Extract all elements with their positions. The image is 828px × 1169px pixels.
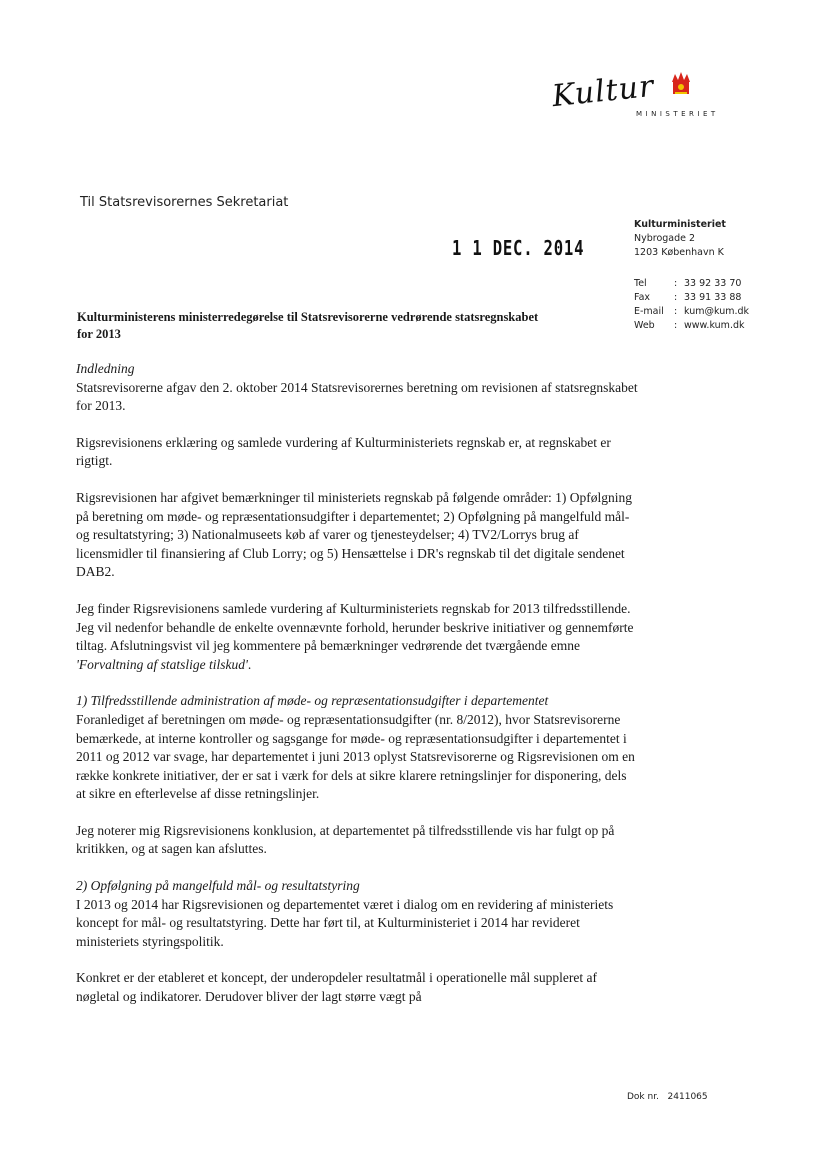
sender-org: Kulturministeriet xyxy=(634,219,726,230)
doc-number-value: 2411065 xyxy=(667,1092,708,1102)
contact-row-tel: Tel : 33 92 33 70 xyxy=(634,278,742,289)
sender-street: Nybrogade 2 xyxy=(634,233,696,244)
paragraph: Foranlediget af beretningen om møde- og repræsentationsudgifter (nr. 8/2012), hvor Statsrevisorerne bemærkede, at interne kontroller og sagsgange for møde- og repræsentationsudgifter i departementet i 2011 og 2012 var svage, har departementet i juni 2013 oplyst Statsrevisorerne og Rigsrevisionen om en række konkrete initiativer, der er sat i værk for dels at sikre klarere retningslinjer for disponering, dels at sikre en efterlevelse af disse retningslinjer. xyxy=(76,711,635,802)
paragraph: Rigsrevisionens erklæring og samlede vurdering af Kulturministeriets regnskab er, at regnskabet er rigtigt. xyxy=(76,434,611,469)
emphasis-text: 'Forvaltning af statslige tilskud' xyxy=(76,656,248,672)
paragraph: Konkret er der etableret et koncept, der underopdeler resultatmål i operationelle mål suppleret af nøgletal og indikatorer. Derudover bliver der lagt større vægt på xyxy=(76,970,598,1005)
subject-line: Kulturministerens ministerredegørelse til Statsrevisorerne vedrørende statsregnskabet for 2013 xyxy=(77,310,539,341)
logo-subtitle: MINISTERIET xyxy=(636,110,719,118)
paragraph: Jeg noterer mig Rigsrevisionens konklusion, at departementet på tilfredsstillende vis har fulgt op på kritikken, og at sagen kan afsluttes. xyxy=(76,822,615,857)
section-heading: Indledning xyxy=(76,361,135,376)
paragraph: Statsrevisorerne afgav den 2. oktober 2014 Statsrevisorernes beretning om revisionen af statsregnskabet for 2013. xyxy=(76,379,638,414)
paragraph: I 2013 og 2014 har Rigsrevisionen og departementet været i dialog om en revidering af ministeriets koncept for mål- og resultatstyring. Dette har ført til, at Kulturministeriet i 2014 har revideret ministeriets styringspolitik. xyxy=(76,896,614,949)
logo-wordmark: Kultur xyxy=(550,68,656,115)
paragraph: Rigsrevisionen har afgivet bemærkninger til ministeriets regnskab på følgende områder: 1) Opfølgning på beretning om møde- og repræsentationsudgifter i departementet; 2) Opfølgning på mangelfuld mål- og resultatstyring; 3) Nationalmuseets køb af varer og tjenesteydelser; 4) TV2/Lorrys brug af licensmidler til finansiering af Club Lorry; og 5) Hensættelse i DR's regnskab til det digitale sendenet DAB2. xyxy=(76,489,632,580)
contact-list xyxy=(634,277,824,333)
doc-number-label: Dok nr. xyxy=(627,1092,659,1102)
contact-value[interactable]: www.kum.dk xyxy=(684,320,745,331)
date-stamp: 1 1 DEC. 2014 xyxy=(452,236,585,260)
crown-icon xyxy=(670,70,692,96)
contact-key: Fax xyxy=(634,292,651,303)
paragraph-text: Jeg finder Rigsrevisionens samlede vurdering af Kulturministeriets regnskab for 2013 tilfredsstillende. Jeg vil nedenfor behandle de enkelte ovennævnte forhold, herunder beskrive initiativer og gennemførte tiltag. Afslutningsvist vil jeg kommentere på bemærkninger vedrørende det tværgående emne xyxy=(76,600,634,654)
sender-block xyxy=(634,218,824,333)
contact-value: 33 92 33 70 xyxy=(684,278,742,289)
recipient: Til Statsrevisorernes Sekretariat xyxy=(80,195,289,210)
contact-row-fax: Fax : 33 91 33 88 xyxy=(634,292,742,303)
paragraph: Jeg finder Rigsrevisionens samlede vurdering af Kulturministeriets regnskab for 2013 tilfredsstillende. Jeg vil nedenfor behandle de enkelte ovennævnte forhold, herunder beskrive initiativer og gennemførte tiltag. Afslutningsvist vil jeg kommentere på bemærkninger vedrørende det tværgående emne 'Forvaltning af statslige tilskud'. xyxy=(76,600,634,672)
section-2 xyxy=(76,877,638,951)
contact-value: 33 91 33 88 xyxy=(684,292,742,303)
contact-value[interactable]: kum@kum.dk xyxy=(684,306,750,317)
sender-city: 1203 København K xyxy=(634,247,724,258)
letter-body xyxy=(76,360,638,1025)
section-heading: 2) Opfølgning på mangelfuld mål- og resultatstyring xyxy=(76,878,360,894)
contact-row-web: Web : www.kum.dk xyxy=(634,320,745,331)
section-1 xyxy=(76,692,638,804)
intro-section xyxy=(76,360,638,416)
contact-key: Web xyxy=(634,320,655,331)
section-heading: 1) Tilfredsstillende administration af møde- og repræsentationsudgifter i departementet xyxy=(76,693,549,709)
contact-key: Tel xyxy=(634,278,647,289)
doc-number xyxy=(627,1092,708,1102)
contact-key: E-mail xyxy=(634,306,664,317)
contact-row-email: E-mail : kum@kum.dk xyxy=(634,306,750,317)
